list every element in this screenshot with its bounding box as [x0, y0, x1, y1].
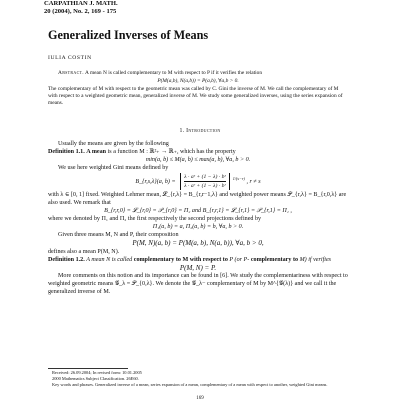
msc-classification: 2000 Mathematics Subject Classification. 26E60.	[52, 375, 139, 381]
display-equation: min(a, b) ≤ M(a, b) ≤ max(a, b), ∀a, b > 0.	[145, 157, 251, 164]
definition-label: Definition 1.2.	[48, 256, 85, 263]
display-equation: P(M, N)(a, b) = P(M(a, b), N(a, b)), ∀a, b > 0,	[132, 239, 264, 248]
gini-denominator: λ · aʳ + (1 − λ) · bʳ	[184, 183, 226, 190]
definition-1-2	[48, 256, 348, 264]
paragraph: Given three means M, N and P, their composition	[58, 232, 179, 239]
received-date: Received: 26.09.2004; In revised form: 10.01.2005	[52, 370, 142, 375]
abstract-label: Abstract.	[58, 70, 84, 76]
abstract-equation: P(M(a,b), N(a,b)) = P(a,b), ∀a,b > 0.	[157, 78, 239, 85]
display-equation: Π₁(a, b) = a, Π₂(a, b) = b, ∀a, b > 0.	[152, 224, 244, 231]
footnote-rule	[48, 368, 128, 369]
body-text	[48, 140, 348, 296]
abstract	[48, 70, 348, 107]
author-name: IULIA COSTIN	[48, 55, 92, 61]
section-heading: 1. Introduction	[179, 128, 221, 134]
definition-term: complementary to M with respect to	[133, 256, 228, 263]
gini-condition: , r ≠ s	[246, 179, 261, 186]
paragraph: with λ ∈ [0, 1] fixed. Weighted Lehmer mean, 𝓛_{r,λ} = B_{r,r−1,λ} and weighted power means 𝒫_{r,λ} = B_{r,0,λ} are also used. We remark that	[48, 192, 347, 207]
footnotes	[52, 370, 348, 387]
journal-header	[44, 0, 118, 16]
definition-text: is a function M : ℝ²₊ → ℝ₊, which has the property	[107, 149, 236, 156]
paragraph: defines also a mean P(M, N).	[48, 248, 120, 255]
keywords: Key words and phrases. Generalized inverse of a mean, series expansion of a mean, complementary of a mean with respect to another, weighted Gini means.	[52, 381, 328, 387]
definition-term: A mean	[86, 149, 107, 156]
definition-text: A mean N is called	[86, 256, 133, 263]
definition-term: complementary to	[250, 256, 299, 263]
abstract-text-2: The complementary of M with respect to the geometric mean was called by C. Gini the inverse of M. We call the complementary of M with respect to a weighted geometric mean, generalized inverse of M. We study some generalized inverses, using the series expansion of means.	[48, 85, 343, 107]
definition-text: P (or P-	[229, 256, 250, 263]
journal-issue: 20 (2004), No. 2, 169 - 175	[44, 8, 117, 15]
journal-name: CARPATHIAN J. MATH.	[44, 0, 118, 7]
page-number: 169	[196, 396, 204, 401]
gini-fraction	[180, 173, 230, 190]
paragraph: where we denoted by Π₁ and Π₂ the first respectively the second projections defined by	[48, 216, 262, 223]
abstract-text-1: A mean N is called complementary to M with respect to P if it verifies the relation	[85, 70, 263, 76]
definition-label: Definition 1.1.	[48, 149, 85, 156]
definition-1-1	[48, 148, 348, 156]
paper-title: Generalized Inverses of Means	[48, 28, 209, 42]
paragraph: More comments on this notion and its importance can be found in [6]. We study the complementariness with respect to weighted geometric means 𝒢_λ = 𝒫_{0,λ}. We denote the 𝒢_λ− complementary of M by M^{𝒢(λ)} and we call it the generalized inverse of M.	[48, 272, 348, 295]
gini-lhs: B_{r,s,λ}(a, b) =	[135, 179, 176, 186]
gini-numerator: λ · aˢ + (1 − λ) · bˢ	[184, 174, 226, 181]
paragraph: We use here weighted Gini means defined by	[58, 165, 169, 172]
display-equation: P(M, N) = P.	[179, 263, 217, 272]
gini-mean-equation	[48, 173, 348, 190]
definition-text: M) if verifies	[299, 256, 332, 263]
gini-exponent: 1/(s−r)	[232, 176, 245, 182]
display-equation: B_{r,r,0} = 𝓛_{r,0} = 𝒫_{r,0} = Π₂ and B_{r,r,1} = 𝓛_{r,1} = 𝒫_{r,1} = Π₁ ,	[104, 208, 292, 215]
paragraph: Usually the means are given by the following	[58, 141, 169, 147]
